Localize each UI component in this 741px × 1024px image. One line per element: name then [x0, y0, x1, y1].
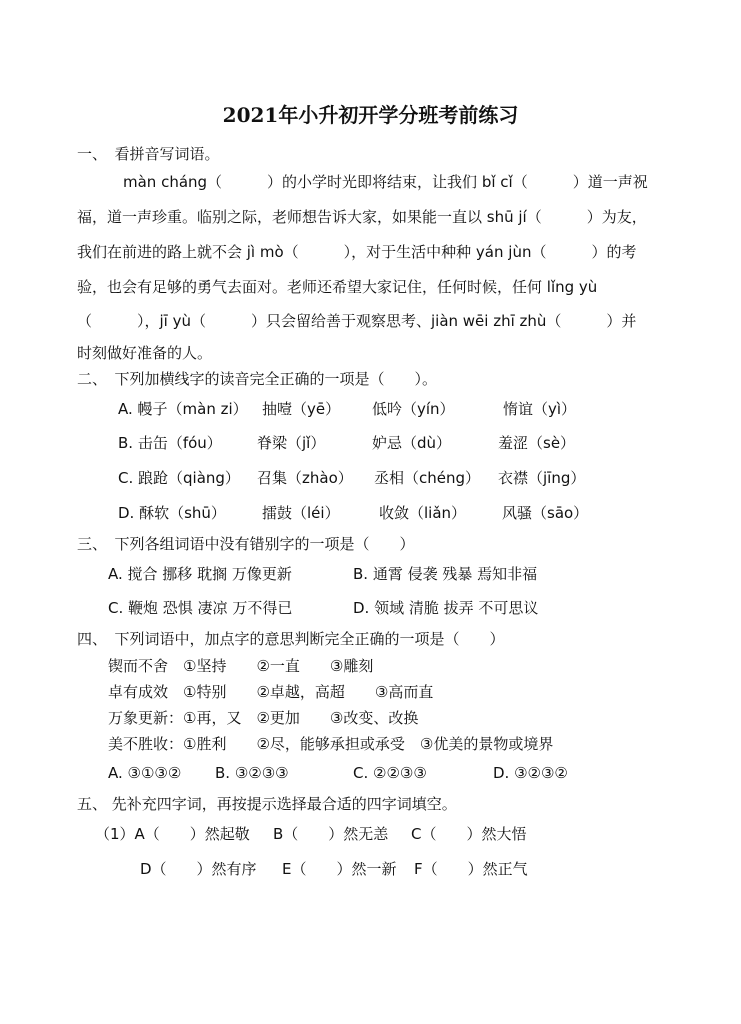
answer-option-b: B. ③②③③ [215, 764, 289, 782]
fill-item-f: F（ ）然正气 [414, 860, 528, 878]
section-4-heading: 四、 下列词语中，加点字的意思判断完全正确的一项是（ ） [77, 630, 505, 648]
option-b-word-1: B. 击缶（fóu） [118, 434, 222, 452]
section-1-line: （ ），jī yù（ ）只会留给善于观察思考、jiàn wēi zhī zhù（ ）并 [77, 312, 637, 330]
option-a-word-4: 惰谊（yì） [503, 400, 577, 418]
option-b-word-2: 脊梁（jǐ） [257, 434, 326, 452]
section-4-line: 卓有成效 ①特别 ②卓越，高超 ③高而直 [108, 683, 434, 701]
fill-item-e: E（ ）然一新 [282, 860, 397, 878]
fill-item-c: C（ ）然大悟 [411, 825, 527, 843]
option-c: C. 鞭炮 恐惧 凄凉 万不得已 [108, 599, 293, 617]
section-1-line: 验，也会有足够的勇气去面对。老师还希望大家记住，任何时候，任何 lǐng yù [77, 278, 598, 296]
option-d-word-3: 收敛（liǎn） [379, 504, 467, 522]
section-4-line: 锲而不舍 ①坚持 ②一直 ③雕刻 [108, 657, 374, 675]
option-b-word-3: 妒忌（dù） [372, 434, 452, 452]
answer-option-a: A. ③①③② [108, 764, 182, 782]
section-4-line: 万象更新：①再，又 ②更加 ③改变、改换 [108, 709, 419, 727]
section-1-line: 我们在前进的路上就不会 jì mò（ ），对于生活中种种 yán jùn（ ）的考 [77, 243, 637, 261]
option-a-word-3: 低吟（yín） [372, 400, 455, 418]
section-5-heading: 五、 先补充四字词，再按提示选择最合适的四字词填空。 [77, 795, 457, 813]
option-b-word-4: 羞涩（sè） [498, 434, 576, 452]
fill-item-b: B（ ）然无恙 [273, 825, 389, 843]
option-d: D. 领域 清脆 拔弄 不可思议 [353, 599, 539, 617]
option-a-word-1: A. 幔子（màn zi） [118, 400, 248, 418]
section-1-heading: 一、 看拼音写词语。 [77, 145, 220, 163]
answer-option-c: C. ②②③③ [353, 764, 427, 782]
option-d-word-1: D. 酥软（shū） [118, 504, 226, 522]
option-b: B. 通霄 侵袭 残暴 焉知非福 [353, 565, 538, 583]
section-3-heading: 三、 下列各组词语中没有错别字的一项是（ ） [77, 535, 415, 553]
option-a: A. 搅合 挪移 耽搁 万像更新 [108, 565, 292, 583]
option-d-word-2: 擂鼓（léi） [262, 504, 340, 522]
option-d-word-4: 风骚（sāo） [502, 504, 589, 522]
option-c-word-3: 丞相（chéng） [374, 469, 481, 487]
section-4-line: 美不胜收：①胜利 ②尽，能够承担或承受 ③优美的景物或境界 [108, 735, 554, 753]
section-1-line: 时刻做好准备的人。 [77, 344, 213, 362]
section-1-line: màn cháng（ ）的小学时光即将结束，让我们 bǐ cǐ（ ）道一声祝 [123, 173, 648, 191]
answer-option-d: D. ③②③② [493, 764, 568, 782]
option-c-word-4: 衣襟（jīng） [498, 469, 586, 487]
option-a-word-2: 抽噎（yē） [262, 400, 341, 418]
section-1-line: 福，道一声珍重。临别之际，老师想告诉大家，如果能一直以 shū jí（ ）为友， [77, 208, 647, 226]
page-title: 2021年小升初开学分班考前练习 [222, 103, 519, 127]
option-c-word-1: C. 踉跄（qiàng） [118, 469, 240, 487]
fill-item-a: （1）A（ ）然起敬 [95, 825, 250, 843]
option-c-word-2: 召集（zhào） [257, 469, 353, 487]
fill-item-d: D（ ）然有序 [140, 860, 257, 878]
section-2-heading: 二、 下列加横线字的读音完全正确的一项是（ ）。 [77, 370, 438, 388]
